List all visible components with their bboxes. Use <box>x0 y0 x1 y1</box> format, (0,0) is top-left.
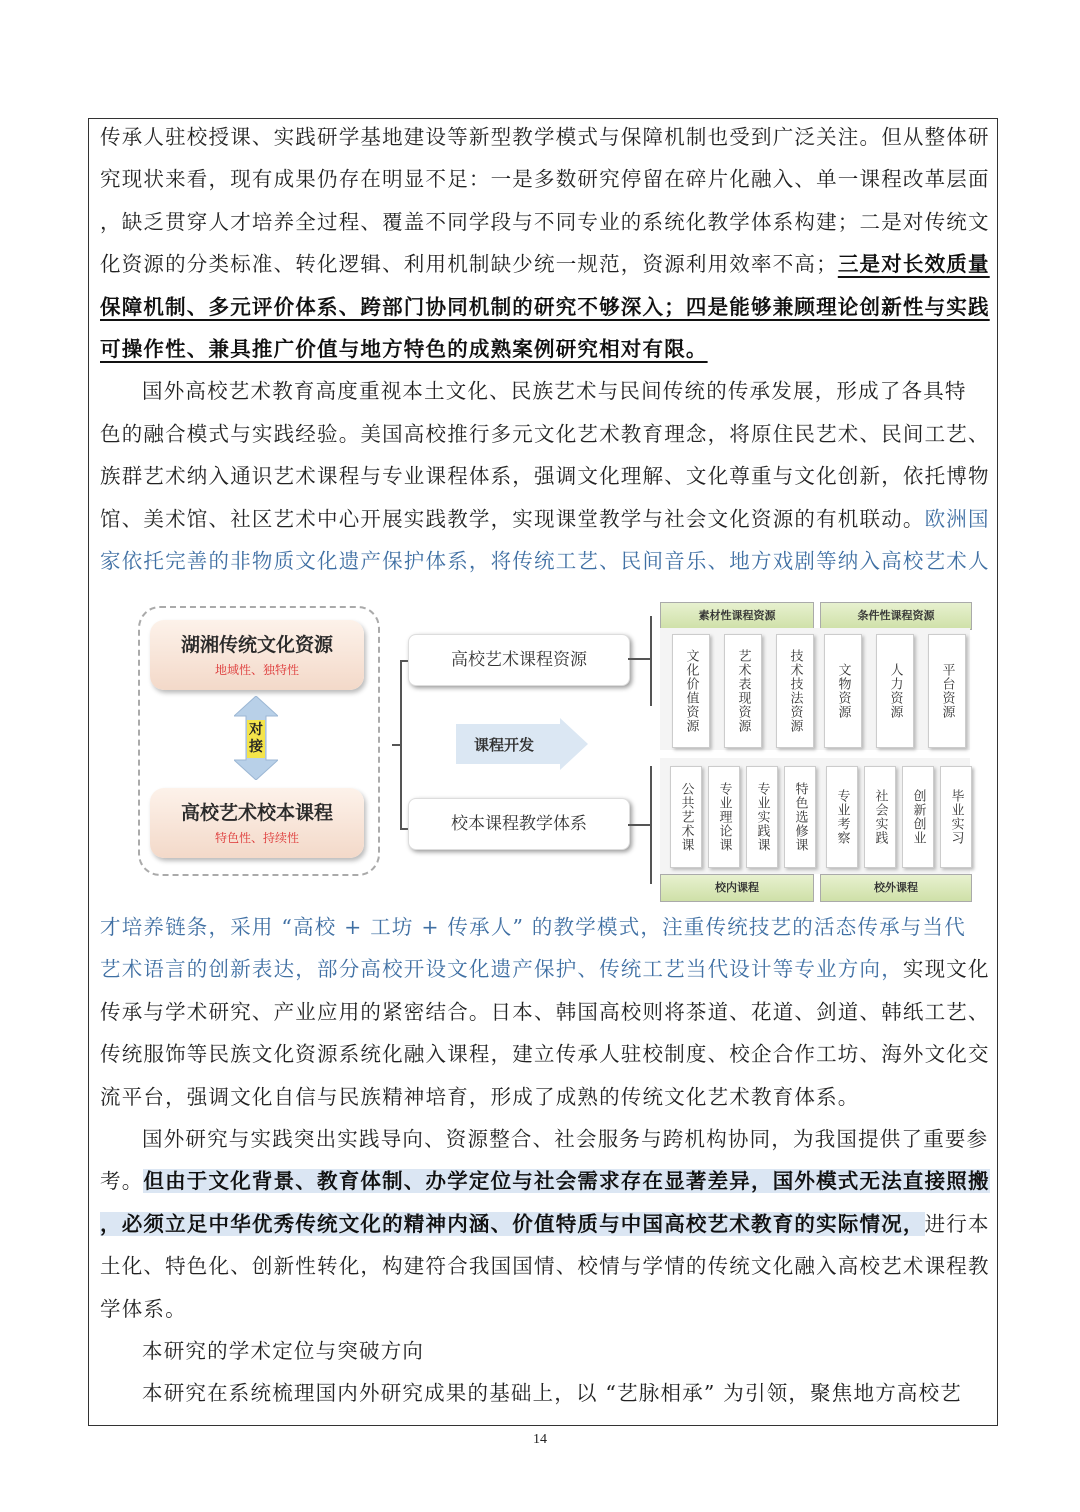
text-line: 传承与学术研究、产业应用的紧密结合。日本、韩国高校则将茶道、花道、剑道、韩纸工艺、 <box>100 999 990 1024</box>
bracket-line <box>650 616 652 706</box>
course-col: 社会实践 <box>864 766 896 868</box>
highlighted-text: ，必须立足中华优秀传统文化的精神内涵、价值特质与中国高校艺术教育的实际情况， <box>100 1211 925 1236</box>
blue-text: 才培养链条，采用 “高校 + 工坊 + 传承人” 的教学模式，注重传统技艺的活态传承与当代 <box>100 915 966 939</box>
underlined-text: 三是对长效质量 <box>837 252 990 277</box>
text-line: 学体系。 <box>100 1296 187 1321</box>
box-title: 高校艺术校本课程 <box>180 802 333 824</box>
course-col: 创新创业 <box>902 766 934 868</box>
underlined-text: 保障机制、多元评价体系、跨部门协同机制的研究不够深入；四是能够兼顾理论创新性与实践 <box>100 294 990 319</box>
off-campus-footer: 校外课程 <box>820 874 972 902</box>
text-line: 色的融合模式与实践经验。美国高校推行多元文化艺术教育理念，将原住民艺术、民间工艺、 <box>100 421 990 446</box>
curriculum-diagram <box>130 598 975 904</box>
text-line: 流平台，强调文化自信与民族精神培育，形成了成熟的传统文化艺术教育体系。 <box>100 1084 860 1109</box>
text-line: 究现状来看，现有成果仍存在明显不足：一是多数研究停留在碎片化融入、单一课程改革层面 <box>100 167 990 192</box>
course-col: 专业理论课 <box>708 766 740 868</box>
text-line: 考。但由于文化背景、教育体制、办学定位与社会需求存在显著差异，国外模式无法直接照搬 <box>100 1169 990 1194</box>
school-course-box <box>150 788 364 858</box>
blue-text: 欧洲国 <box>924 506 990 531</box>
bracket-line <box>392 744 402 746</box>
text-line: 艺术语言的创新表达，部分高校开设文化遗产保护、传统工艺当代设计等专业方向，实现文化 <box>100 957 990 982</box>
blue-text: 家依托完善的非物质文化遗产保护体系，将传统工艺、民间音乐、地方戏剧等纳入高校艺术人 <box>100 549 990 574</box>
course-col: 毕业实习 <box>940 766 972 868</box>
bracket-line <box>628 824 650 826</box>
text-block-lower <box>100 906 993 1415</box>
course-col: 专业实践课 <box>746 766 778 868</box>
course-resource-box: 高校艺术课程资源 <box>408 634 630 686</box>
resource-col: 技术技法资源 <box>776 634 814 748</box>
resource-col: 人力资源 <box>876 634 914 748</box>
on-campus-footer: 校内课程 <box>660 874 814 902</box>
text-line: 土化、特色化、创新性转化，构建符合我国国情、校情与学情的传统文化融入高校艺术课程教 <box>100 1254 990 1279</box>
teaching-system-box: 校本课程教学体系 <box>408 798 630 850</box>
resource-col: 艺术表现资源 <box>724 634 762 748</box>
text-line: 国外研究与实践突出实践导向、资源整合、社会服务与跨机构协同，为我国提供了重要参 <box>142 1127 989 1152</box>
text-line: 国外高校艺术教育高度重视本土文化、民族艺术与民间传统的传承发展，形成了各具特 <box>142 379 967 404</box>
box-subtitle: 特色性、持续性 <box>214 831 299 845</box>
resource-col: 平台资源 <box>928 634 966 748</box>
condition-resource-header: 条件性课程资源 <box>820 602 972 630</box>
highlighted-text: 但由于文化背景、教育体制、办学定位与社会需求存在显著差异，国外模式无法直接照搬 <box>143 1169 990 1194</box>
text-line: 传统服饰等民族文化资源系统化融入课程，建立传承人驻校制度、校企合作工坊、海外文化交 <box>100 1042 990 1067</box>
box-subtitle: 地域性、独特性 <box>214 663 299 677</box>
underlined-text: 可操作性、兼具推广价值与地方特色的成熟案例研究相对有限。 <box>100 337 708 362</box>
bracket-line <box>628 658 650 660</box>
text-block-upper <box>100 116 993 582</box>
text-line: 馆、美术馆、社区艺术中心开展实践教学，实现课堂教学与社会文化资源的有机联动。欧洲国 <box>100 506 990 531</box>
text-line: 族群艺术纳入通识艺术课程与专业课程体系，强调文化理解、文化尊重与文化创新，依托博物 <box>100 464 990 489</box>
resource-col: 文物资源 <box>824 634 862 748</box>
text-line: 传承人驻校授课、实践研学基地建设等新型教学模式与保障机制也受到广泛关注。但从整体研 <box>100 125 990 149</box>
text-line <box>100 328 993 370</box>
page-number: 14 <box>533 1432 547 1447</box>
text-line: 本研究在系统梳理国内外研究成果的基础上，以 “艺脉相承” 为引领，聚焦地方高校艺 <box>142 1381 962 1406</box>
blue-text: 艺术语言的创新表达，部分高校开设文化遗产保护、传统工艺当代设计等专业方向， <box>100 957 903 982</box>
resource-col: 文化价值资源 <box>672 634 710 748</box>
course-col: 特色选修课 <box>784 766 816 868</box>
text-line: 化资源的分类标准、转化逻辑、利用机制缺少统一规范，资源利用效率不高；三是对长效质量 <box>100 252 990 277</box>
section-heading: 本研究的学术定位与突破方向 <box>142 1339 425 1364</box>
text-line: ，缺乏贯穿人才培养全过程、覆盖不同学段与不同专业的系统化教学体系构建；二是对传统文 <box>100 209 990 234</box>
text-line: ，必须立足中华优秀传统文化的精神内涵、价值特质与中国高校艺术教育的实际情况，进行本 <box>100 1211 990 1236</box>
course-col: 公共艺术课 <box>670 766 702 868</box>
course-col: 专业考察 <box>826 766 858 868</box>
material-resource-header: 素材性课程资源 <box>660 602 814 630</box>
link-label: 对接 <box>249 722 263 755</box>
box-title: 湖湘传统文化资源 <box>180 634 333 656</box>
arrow-label: 课程开发 <box>474 736 535 754</box>
bracket-line <box>650 766 652 884</box>
hunan-culture-box <box>150 620 364 690</box>
